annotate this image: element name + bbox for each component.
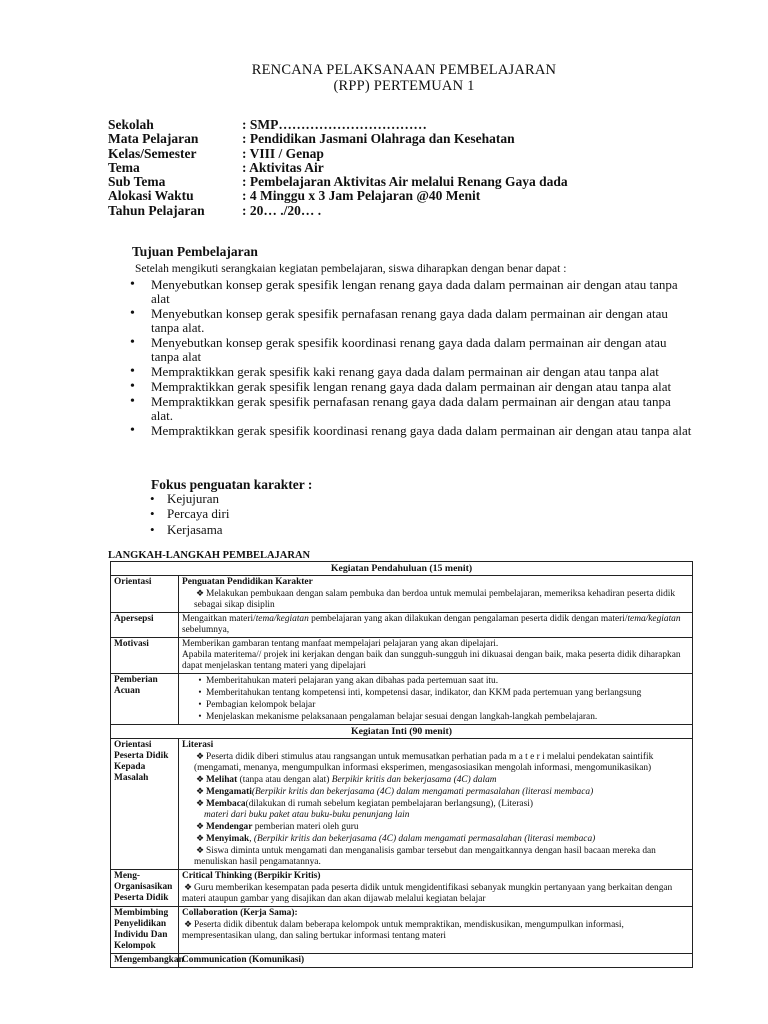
cell-paragraph: [182, 821, 689, 833]
info-key: Kelas/Semester: [108, 145, 197, 161]
cell-text: Memberitahukan materi pelajaran yang akan dibahas pada pertemuan saat itu.: [206, 676, 499, 686]
row-label-orientasi: Orientasi: [111, 576, 179, 613]
cell-text: Mendengar: [206, 822, 253, 832]
table-row: [111, 674, 693, 725]
list-item: • Mempraktikkan gerak spesifik pernafasan renang gaya dada dalam permainan air dengan atau tanpa alat.: [125, 395, 695, 424]
cell-title: Collaboration (Kerja Sama):: [182, 908, 298, 918]
info-row: [108, 204, 568, 218]
info-key: Mata Pelajaran: [108, 131, 199, 147]
info-value: : VIII / Genap: [242, 145, 324, 161]
cell-paragraph: [182, 798, 689, 810]
list-item: [182, 687, 689, 699]
cell-text: Apabila materitema// projek ini kerjakan dengan baik dan sungguh-sungguh ini dikuasai dengan baik, maka peserta didik diharapkan dapat menjelaskan tentang materi yang dipelajari: [182, 650, 681, 671]
bullet-icon: •: [198, 699, 202, 709]
cell-title: Literasi: [182, 740, 214, 750]
info-value: : 4 Minggu x 3 Jam Pelajaran @40 Menit: [242, 188, 481, 204]
diamond-bullet-icon: ❖: [195, 786, 205, 796]
row-label-organisasi: Meng-Organisasikan Peserta Didik: [111, 870, 179, 907]
document-title-line1: RENCANA PELAKSANAAN PEMBELAJARAN: [251, 62, 557, 78]
row-label-membimbing: Membimbing Penyelidikan Individu Dan Kelompok: [111, 907, 179, 954]
diamond-bullet-icon: ❖: [195, 798, 205, 808]
cell-text: Memberitahukan tentang kompetensi inti, kompetensi dasar, indikator, dan KKM pada pertemuan yang berlangsung: [206, 688, 642, 698]
cell-text: Membaca: [206, 799, 246, 809]
table-row: [111, 562, 693, 576]
cell-paragraph: [182, 919, 689, 942]
info-row: [108, 147, 568, 161]
row-content-orientasi: [179, 576, 693, 613]
cell-paragraph: [182, 786, 689, 798]
list-item: • Kejujuran: [150, 491, 229, 506]
list-item: • Menyebutkan konsep gerak spesifik koordinasi renang gaya dada dalam permainan air dengan atau tanpa alat: [125, 336, 695, 365]
cell-text: Peserta didik diberi stimulus atau rangsangan untuk memusatkan perhatian pada m a t e r i melalui pendekatan saintifik (mengamati, menanya, mengumpulkan informasi eksperimen, mengasosiasikan mengolah informasi, mengomunikasikan): [194, 752, 654, 773]
diamond-bullet-icon: ❖: [195, 774, 205, 784]
objectives-list: [125, 278, 695, 439]
table-row: [111, 954, 693, 968]
row-label-acuan: Pemberian Acuan: [111, 674, 179, 725]
cell-title: Critical Thinking (Berpikir Kritis): [182, 871, 321, 881]
diamond-bullet-icon: ❖: [195, 833, 205, 843]
row-content-mengembangkan: [179, 954, 693, 968]
cell-text: pemberian materi oleh guru: [252, 822, 359, 832]
cell-text: Pembagian kelompok belajar: [206, 700, 316, 710]
diamond-bullet-icon: ❖: [183, 919, 193, 929]
row-label-apersepsi: Apersepsi: [111, 613, 179, 638]
table-row: [111, 576, 693, 613]
info-value: : Pembelajaran Aktivitas Air melalui Renang Gaya dada: [242, 174, 568, 190]
table-row: [111, 613, 693, 638]
cell-paragraph: [182, 751, 689, 774]
info-value: : SMP……………………………: [242, 117, 427, 132]
cell-text: (Berpikir kritis dan bekerjasama (4C) dalam mengamati permasalahan (literasi membaca): [251, 787, 594, 797]
cell-text: Mengamati: [206, 787, 252, 797]
cell-paragraph: [182, 845, 689, 868]
cell-text: Guru memberikan kesempatan pada peserta didik untuk mengidentifikasi sebanyak mungkin pertanyaan yang berkaitan dengan materi ataupun gambar yang disajikan dan akan dijawab melalui kegiatan belajar: [182, 883, 673, 904]
bullet-icon: •: [198, 675, 202, 685]
cell-text: Peserta didik dibentuk dalam beberapa kelompok untuk mempraktikan, mendiskusikan, mengumpulkan informasi, mempresentasikan ulang, dan saling bertukar informasi tentang materi: [182, 920, 624, 941]
info-row: [108, 189, 568, 203]
list-item: • Percaya diri: [150, 506, 229, 521]
cell-text: Memberikan gambaran tentang manfaat mempelajari pelajaran yang akan dipelajari.: [182, 639, 499, 649]
cell-paragraph: [182, 833, 689, 845]
list-item: • Mempraktikkan gerak spesifik koordinasi renang gaya dada dalam permainan air dengan atau tanpa alat: [125, 424, 695, 438]
info-key: Tema: [108, 159, 140, 175]
info-key: Tahun Pelajaran: [108, 202, 205, 218]
info-row: [108, 161, 568, 175]
row-label-motivasi: Motivasi: [111, 638, 179, 674]
info-key: Alokasi Waktu: [108, 188, 194, 204]
table-row: [111, 870, 693, 907]
row-content-apersepsi: [179, 613, 693, 638]
steps-heading: LANGKAH-LANGKAH PEMBELAJARAN: [108, 550, 311, 561]
cell-paragraph: [182, 882, 689, 905]
cell-text: tema/kegiatan: [627, 614, 681, 624]
diamond-bullet-icon: ❖: [195, 588, 205, 598]
row-content-orientasi-masalah: [179, 739, 693, 870]
info-row: [108, 132, 568, 146]
cell-text: (dilakukan di rumah sebelum kegiatan pembelajaran berlangsung), (Literasi): [245, 799, 533, 809]
cell-text: (tanpa atau dengan alat): [237, 775, 332, 785]
section-header-pendahuluan: Kegiatan Pendahuluan (15 menit): [111, 562, 693, 576]
info-key: Sekolah: [108, 117, 154, 132]
info-value: : Pendidikan Jasmani Olahraga dan Kesehatan: [242, 131, 515, 147]
list-item: • Kerjasama: [150, 522, 229, 537]
cell-text: Berpikir kritis dan bekerjasama (4C) dalam: [331, 775, 497, 785]
row-label-mengembangkan: Mengembangkan: [111, 954, 179, 968]
list-item: [182, 711, 689, 723]
objectives-intro: Setelah mengikuti serangkaian kegiatan pembelajaran, siswa diharapkan dengan benar dapat :: [135, 263, 567, 275]
cell-title: Penguatan Pendidikan Karakter: [182, 577, 313, 587]
info-row: [108, 175, 568, 189]
document-title-line2: (RPP) PERTEMUAN 1: [333, 78, 475, 94]
diamond-bullet-icon: ❖: [195, 821, 205, 831]
character-list: [150, 491, 229, 537]
list-item: • Menyebutkan konsep gerak spesifik pernafasan renang gaya dada dalam permainan air dengan atau tanpa alat.: [125, 307, 695, 336]
row-content-acuan: [179, 674, 693, 725]
table-row: [111, 725, 693, 739]
cell-text: Menjelaskan mekanisme pelaksanaan pengalaman belajar sesuai dengan langkah-langkah pembelajaran.: [206, 712, 598, 722]
bullet-icon: •: [198, 711, 202, 721]
cell-text: Menyimak: [206, 834, 250, 844]
cell-text: Melihat: [206, 775, 238, 785]
objectives-heading: Tujuan Pembelajaran: [132, 244, 258, 259]
cell-paragraph: [182, 774, 689, 786]
section-header-inti: Kegiatan Inti (90 menit): [111, 725, 693, 739]
cell-text: tema/kegiatan: [255, 614, 309, 624]
bullet-icon: •: [198, 687, 202, 697]
character-heading: Fokus penguatan karakter :: [151, 477, 313, 492]
diamond-bullet-icon: ❖: [195, 845, 205, 855]
list-item: • Mempraktikkan gerak spesifik kaki renang gaya dada dalam permainan air dengan atau tanpa alat: [125, 365, 695, 379]
cell-title: Communication (Komunikasi): [182, 955, 305, 965]
info-value: : Aktivitas Air: [242, 159, 324, 175]
diamond-bullet-icon: ❖: [195, 751, 205, 761]
cell-text: Siswa diminta untuk mengamati dan menganalisis gambar tersebut dan mengaitkannya dengan hasil bacaan mereka dan menuliskan hasil pengamatannya.: [194, 846, 656, 867]
table-row: [111, 907, 693, 954]
list-item: [182, 675, 689, 687]
diamond-bullet-icon: ❖: [183, 882, 193, 892]
list-item: • Menyebutkan konsep gerak spesifik lengan renang gaya dada dalam permainan air dengan atau tanpa alat: [125, 278, 695, 307]
info-row: [108, 118, 568, 132]
row-content-organisasi: [179, 870, 693, 907]
list-item: • Mempraktikkan gerak spesifik lengan renang gaya dada dalam permainan air dengan atau tanpa alat: [125, 380, 695, 394]
info-key: Sub Tema: [108, 174, 166, 190]
cell-text: materi dari buku paket atau buku-buku penunjang lain: [204, 810, 410, 820]
list-item: [182, 699, 689, 711]
table-row: [111, 739, 693, 870]
learning-steps-table: [110, 561, 693, 968]
row-content-motivasi: [179, 638, 693, 674]
cell-text: sebelumnya,: [182, 625, 230, 635]
table-row: [111, 638, 693, 674]
row-label-orientasi-masalah: Orientasi Peserta Didik Kepada Masalah: [111, 739, 179, 870]
cell-text: Mengaitkan materi/: [182, 614, 256, 624]
cell-paragraph: [182, 588, 689, 611]
cell-text: pembelajaran yang akan dilakukan dengan pengalaman peserta didik dengan materi/: [308, 614, 628, 624]
cell-text: Melakukan pembukaan dengan salam pembuka dan berdoa untuk memulai pembelajaran, memeriksa kehadiran peserta didik sebagai sikap disiplin: [194, 589, 676, 610]
identity-block: [108, 118, 568, 218]
cell-text: , (Berpikir kritis dan bekerjasama (4C) dalam mengamati permasalahan (literasi membaca): [249, 834, 596, 844]
info-value: : 20… ./20… .: [242, 202, 322, 218]
row-content-membimbing: [179, 907, 693, 954]
